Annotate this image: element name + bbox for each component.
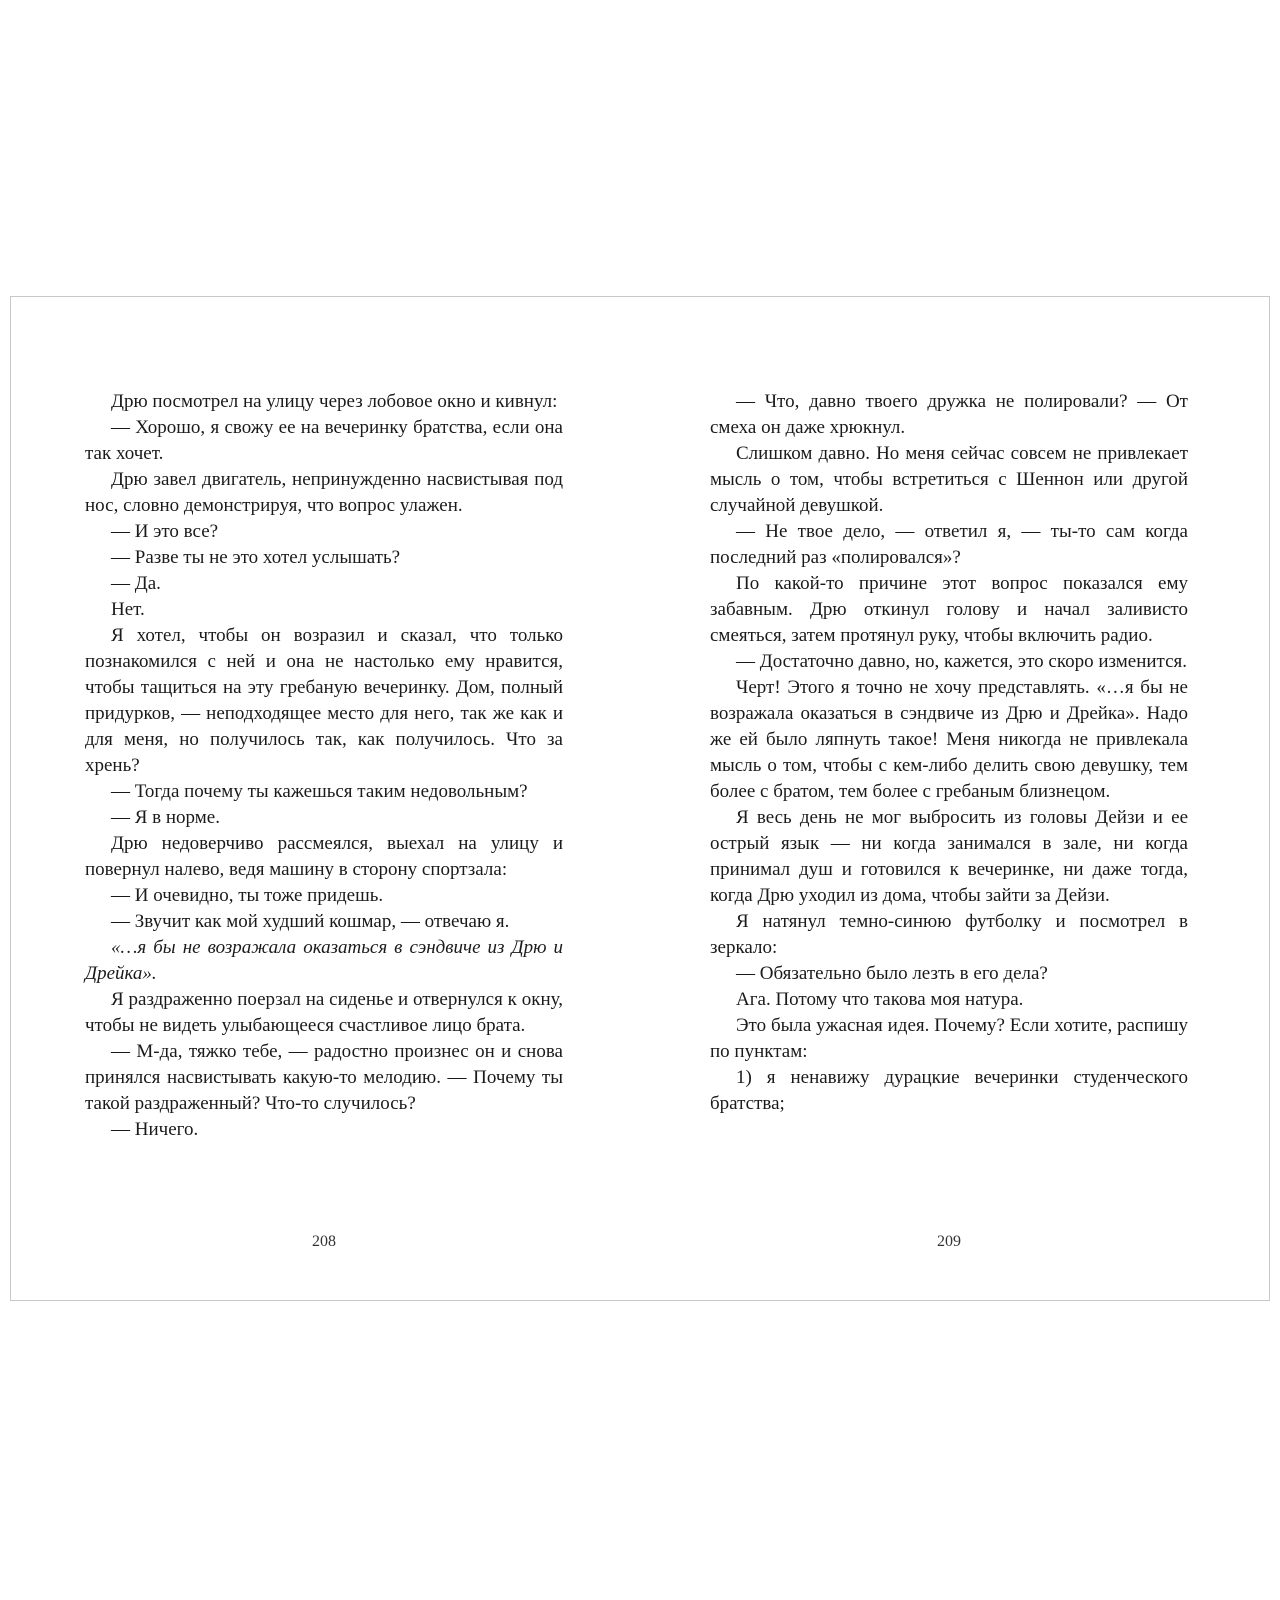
paragraph: — Я в норме. xyxy=(111,807,220,828)
paragraph: — Звучит как мой худший кошмар, — отвечаю я. xyxy=(111,911,510,932)
paragraph: — Что, давно твоего дружка не полировали? — От смеха он даже хрюкнул. xyxy=(710,391,1188,438)
paragraph: — Хорошо, я свожу ее на вечеринку братства, если она так хочет. xyxy=(85,417,563,464)
paragraph: — Да. xyxy=(111,573,161,594)
italic-quote: «…я бы не возражала оказаться в сэндвиче из Дрю и Дрейка». xyxy=(85,937,563,984)
paragraph: — И это все? xyxy=(111,521,219,542)
paragraph: — Разве ты не это хотел услышать? xyxy=(111,547,401,568)
paragraph: — И очевидно, ты тоже придешь. xyxy=(111,885,384,906)
book-spread xyxy=(10,296,1270,1301)
paragraph: — М-да, тяжко тебе, — радостно произнес он и снова принялся насвистывать какую-то мелодию. — Почему ты такой раздраженный? Что-то случилось? xyxy=(85,1041,563,1114)
page-number-left: 208 xyxy=(312,1233,336,1250)
paragraph: — Ничего. xyxy=(111,1119,199,1140)
paragraph: Дрю посмотрел на улицу через лобовое окно и кивнул: xyxy=(111,391,558,412)
paragraph: Я натянул темно-синюю футболку и посмотрел в зеркало: xyxy=(710,911,1188,958)
paragraph: По какой-то причине этот вопрос показался ему забавным. Дрю откинул голову и начал заливисто смеяться, затем протянул руку, чтобы включить радио. xyxy=(710,573,1188,646)
paragraph: — Тогда почему ты кажешься таким недовольным? xyxy=(111,781,528,802)
paragraph: Дрю завел двигатель, непринужденно насвистывая под нос, словно демонстрируя, что вопрос улажен. xyxy=(85,469,563,516)
paragraph: Нет. xyxy=(111,599,145,620)
right-page xyxy=(710,389,1188,1117)
paragraph: Я хотел, чтобы он возразил и сказал, что только познакомился с ней и она не настолько ему нравится, чтобы тащиться на эту гребаную вечеринку. Дом, полный придурков, — неподходящее место для него, так же как и для меня, но получилось так, как получилось. Что за хрень? xyxy=(85,625,563,776)
page-number-right: 209 xyxy=(937,1233,961,1250)
paragraph: — Достаточно давно, но, кажется, это скоро изменится. xyxy=(736,651,1187,672)
paragraph: Я весь день не мог выбросить из головы Дейзи и ее острый язык — ни когда занимался в зале, ни когда принимал душ и готовился к вечеринке, ни даже тогда, когда Дрю уходил из дома, чтобы зайти за Дейзи. xyxy=(710,807,1188,906)
paragraph: Это была ужасная идея. Почему? Если хотите, распишу по пунктам: xyxy=(710,1015,1188,1062)
paragraph: Ага. Потому что такова моя натура. xyxy=(736,989,1024,1010)
paragraph: — Не твое дело, — ответил я, — ты-то сам когда последний раз «полировался»? xyxy=(710,521,1188,568)
paragraph: Я раздраженно поерзал на сиденье и отвернулся к окну, чтобы не видеть улыбающееся счастливое лицо брата. xyxy=(85,989,563,1036)
paragraph: — Обязательно было лезть в его дела? xyxy=(736,963,1048,984)
left-page xyxy=(85,389,563,1143)
paragraph: 1) я ненавижу дурацкие вечеринки студенческого братства; xyxy=(710,1067,1188,1114)
italic-quote-paragraph xyxy=(85,935,563,987)
paragraph: Черт! Этого я точно не хочу представлять. «…я бы не возражала оказаться в сэндвиче из Дрю и Дрейка». Надо же ей было ляпнуть такое! Меня никогда не привлекала мысль о том, чтобы с кем-либо делить свою девушку, тем более с братом, тем более с гребаным близнецом. xyxy=(710,677,1188,802)
paragraph: Дрю недоверчиво рассмеялся, выехал на улицу и повернул налево, ведя машину в сторону спортзала: xyxy=(85,833,563,880)
paragraph: Слишком давно. Но меня сейчас совсем не привлекает мысль о том, чтобы встретиться с Шеннон или другой случайной девушкой. xyxy=(710,443,1188,516)
